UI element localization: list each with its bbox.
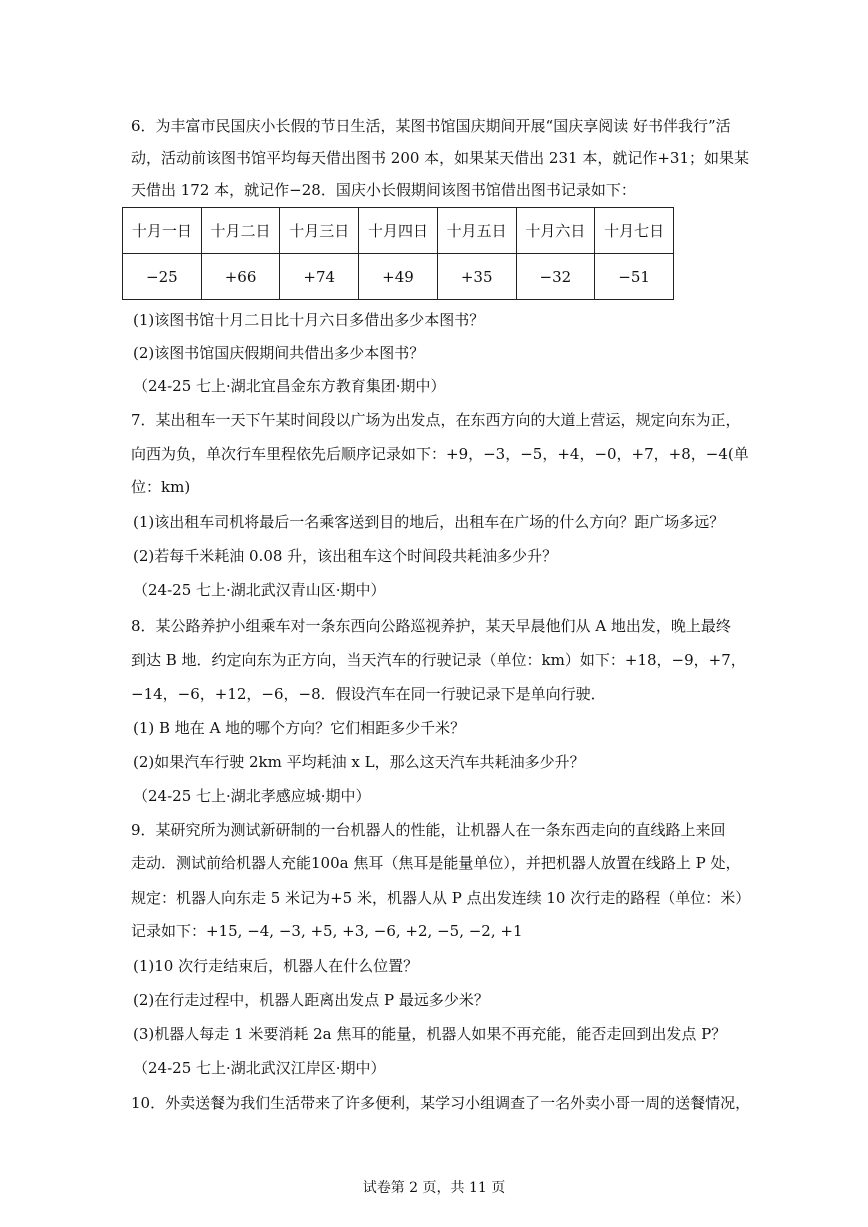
table-header-cell: 十月二日 <box>201 208 280 254</box>
table-row <box>123 254 674 300</box>
q6-line-3: 天借出 172 本，就记作−28．国庆小长假期间该图书馆借出图书记录如下： <box>131 181 636 199</box>
q6-line-2: 动，活动前该图书馆平均每天借出图书 200 本，如果某天借出 231 本，就记作+31；如果某 <box>131 149 749 167</box>
q9-subquestion-3: (3)机器人每走 1 米要消耗 2a 焦耳的能量，机器人如果不再充能，能否走回到出发点 P？ <box>133 1025 727 1043</box>
table-header-cell: 十月六日 <box>516 208 595 254</box>
q9-line-2: 走动．测试前给机器人充能100a 焦耳（焦耳是能量单位），并把机器人放置在线路上 P 处， <box>131 854 741 872</box>
q8-line-3: −14，−6，+12，−6，−8．假设汽车在同一行驶记录下是单向行驶． <box>131 685 606 703</box>
table-header-cell: 十月七日 <box>595 208 674 254</box>
table-cell: −51 <box>595 254 674 300</box>
q7-line-1: 7．某出租车一天下午某时间段以广场为出发点，在东西方向的大道上营运，规定向东为正， <box>131 411 741 429</box>
table-cell: +74 <box>280 254 359 300</box>
table-cell: −25 <box>123 254 202 300</box>
q7-line-2: 向西为负，单次行车里程依先后顺序记录如下：+9，−3，−5，+4，−0，+7，+8，−4(单 <box>131 445 749 463</box>
q8-subquestion-2: (2)如果汽车行驶 2km 平均耗油 x L，那么这天汽车共耗油多少升？ <box>133 753 585 771</box>
q8-line-2: 到达 B 地．约定向东为正方向，当天汽车的行驶记录（单位：km）如下：+18，−9，+7， <box>131 651 746 669</box>
source-note-q9: （24-25 七上·湖北孝感应城·期中） <box>133 787 371 805</box>
source-note-q10: （24-25 七上·湖北武汉江岸区·期中） <box>133 1059 386 1077</box>
table-header-cell: 十月一日 <box>123 208 202 254</box>
table-cell: −32 <box>516 254 595 300</box>
page-footer: 试卷第 2 页，共 11 页 <box>362 1180 506 1196</box>
q7-subquestion-2: (2)若每千米耗油 0.08 升，该出租车这个时间段共耗油多少升？ <box>133 547 558 565</box>
q9-line-4: 记录如下：+15, −4, −3, +5, +3, −6, +2, −5, −2, +1 <box>131 922 523 940</box>
q7-line-3: 位：km) <box>131 478 191 496</box>
q8-line-1: 8．某公路养护小组乘车对一条东西向公路巡视养护，某天早晨他们从 A 地出发，晚上最终 <box>131 617 731 635</box>
table-cell: +66 <box>201 254 280 300</box>
library-records-table <box>122 207 674 300</box>
q6-subquestion-2: (2)该图书馆国庆假期间共借出多少本图书？ <box>133 344 425 362</box>
table-cell: +35 <box>437 254 516 300</box>
table-header-row <box>123 208 674 254</box>
table-header-cell: 十月四日 <box>359 208 438 254</box>
table-cell: +49 <box>359 254 438 300</box>
q9-subquestion-1: (1)10 次行走结束后，机器人在什么位置？ <box>133 957 419 975</box>
q10-line-1: 10．外卖送餐为我们生活带来了许多便利，某学习小组调查了一名外卖小哥一周的送餐情况， <box>131 1094 751 1112</box>
q6-line-1: 6．为丰富市民国庆小长假的节日生活，某图书馆国庆期间开展“国庆享阅读 好书伴我行”活 <box>131 117 731 135</box>
q9-line-1: 9．某研究所为测试新研制的一台机器人的性能，让机器人在一条东西走向的直线路上来回 <box>131 821 726 839</box>
source-note-q7: （24-25 七上·湖北宜昌金东方教育集团·期中） <box>133 377 446 395</box>
source-note-q8: （24-25 七上·湖北武汉青山区·期中） <box>133 581 386 599</box>
q7-subquestion-1: (1)该出租车司机将最后一名乘客送到目的地后，出租车在广场的什么方向？距广场多远？ <box>133 513 725 531</box>
q6-subquestion-1: (1)该图书馆十月二日比十月六日多借出多少本图书？ <box>133 311 485 329</box>
q8-subquestion-1: (1) B 地在 A 地的哪个方向？它们相距多少千米？ <box>133 719 466 737</box>
q9-line-3: 规定：机器人向东走 5 米记为+5 米，机器人从 P 点出发连续 10 次行走的路程（单位：米） <box>131 889 751 907</box>
table-header-cell: 十月三日 <box>280 208 359 254</box>
table-header-cell: 十月五日 <box>437 208 516 254</box>
q9-subquestion-2: (2)在行走过程中，机器人距离出发点 P 最远多少米？ <box>133 991 489 1009</box>
